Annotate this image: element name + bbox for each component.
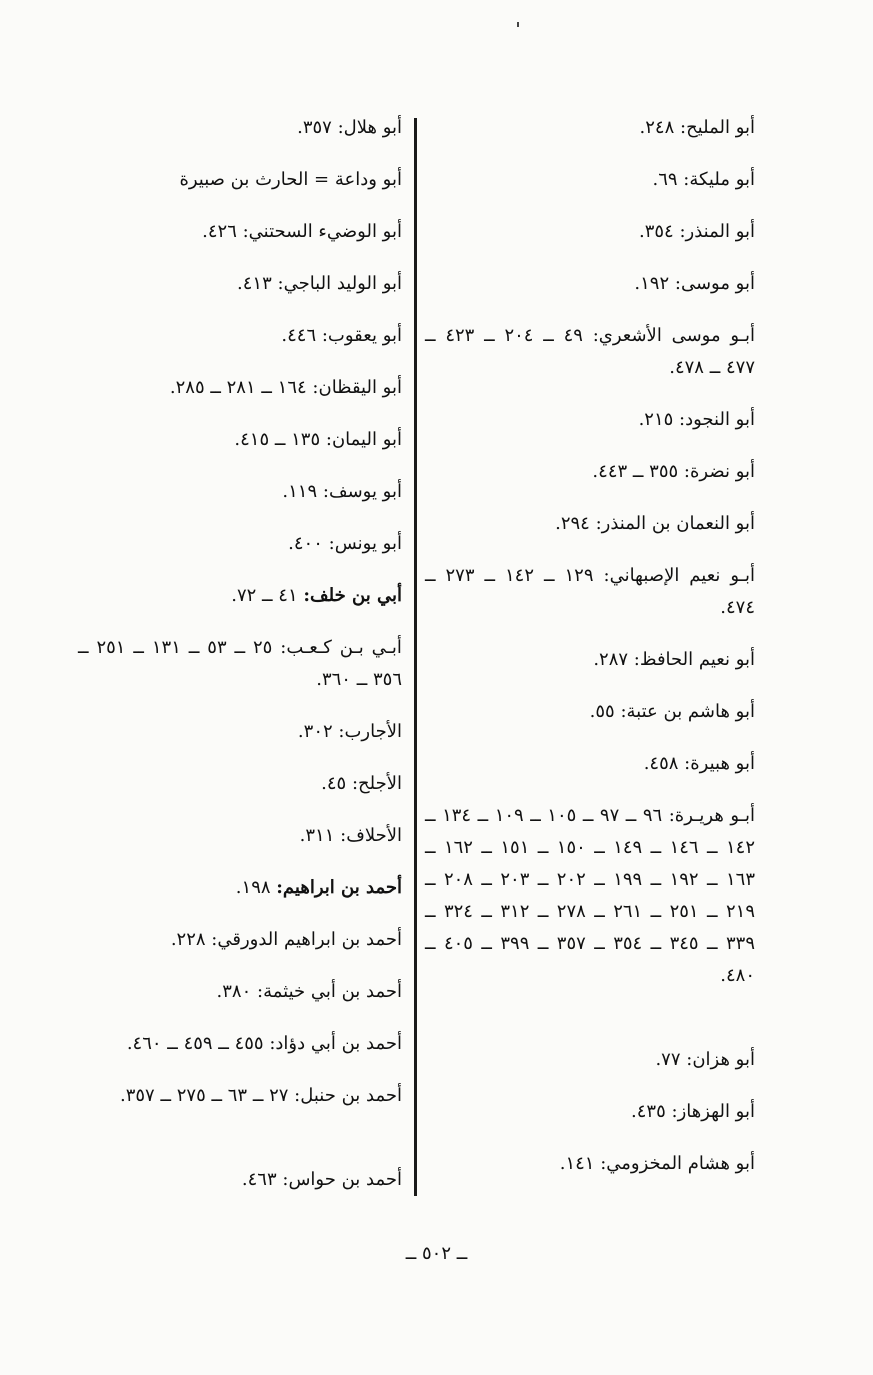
- entry-name: أبو الهزهاز:: [671, 1101, 755, 1122]
- index-entry: [78, 872, 402, 924]
- entry-name: أبـو موسى الأشعري:: [592, 325, 755, 346]
- index-entry: [425, 268, 755, 320]
- entry-pages: ٤٥.: [321, 773, 347, 794]
- entry-name: أبو اليقظان:: [312, 377, 402, 398]
- entry-name: أبـو نعيم الإصبهاني:: [603, 565, 755, 586]
- entry-name: أبو يوسف:: [322, 481, 402, 502]
- entry-pages: ٣١١.: [299, 825, 335, 846]
- entry-name: أحمد بن أبي دؤاد:: [269, 1033, 402, 1054]
- entry-pages: ٢٩٤.: [555, 513, 590, 534]
- index-entry: [78, 216, 402, 268]
- entry-pages: ٩٦ ــ ٩٧ ــ ١٠٥ ــ ١٠٩ ــ ١٣٤ ــ ١٤٢ ــ ١٤٦ ــ ١٤٩ ــ ١٥٠ ــ ١٥١ ــ ١٦٢ ــ ١٦٣ ــ ١٩٢ ــ ١٩٩ ــ ٢٠٢ ــ ٢٠٣ ــ ٢٠٨ ــ ٢١٩ ــ ٢٥١ ــ ٢٦١ ــ ٢٧٨ ــ ٣١٢ ــ ٣٢٤ ــ ٣٣٩ ــ ٣٤٥ ــ ٣٥٤ ــ ٣٥٧ ــ ٣٩٩ ــ ٤٠٥ ــ ٤٨٠.: [425, 805, 756, 986]
- index-entry: [425, 404, 755, 456]
- index-entry: [425, 1096, 755, 1148]
- entry-name: أحمد بن حواس:: [282, 1169, 402, 1190]
- entry-pages: ٣٥٥ ــ ٤٤٣.: [592, 461, 679, 482]
- entry-pages: ٤٢٦.: [202, 221, 237, 242]
- index-entry: [425, 644, 755, 696]
- entry-pages: ٤٩ ــ ٢٠٤ ــ ٤٢٣ ــ ٤٧٧ ــ ٤٧٨.: [425, 325, 755, 378]
- entry-pages: ١٤١.: [559, 1153, 595, 1174]
- index-entry: [425, 696, 755, 748]
- entry-pages: ٢٥ ــ ٥٣ ــ ١٣١ ــ ٢٥١ ــ ٣٥٦ ــ ٣٦٠.: [78, 637, 402, 690]
- entry-pages: ٤٥٥ ــ ٤٥٩ ــ ٤٦٠.: [126, 1033, 264, 1054]
- entry-pages: ٢٤٨.: [639, 117, 675, 138]
- index-entry: [78, 820, 402, 872]
- index-entry: [425, 456, 755, 508]
- entry-name: أبو مليكة:: [683, 169, 755, 190]
- index-entry: [78, 716, 402, 768]
- entry-pages: ٣٨٠.: [216, 981, 252, 1002]
- entry-pages: ٤٦٣.: [241, 1169, 277, 1190]
- index-entry: [425, 1044, 755, 1096]
- entry-name: أبو نعيم الحافظ:: [633, 649, 755, 670]
- entry-name: أبو الوليد الباجي:: [277, 273, 402, 294]
- index-entry: [425, 164, 755, 216]
- entry-name: أبو الوضيء السحتني:: [242, 221, 402, 242]
- entry-pages: ٣٥٤.: [638, 221, 674, 242]
- entry-pages: ٤١ ــ ٧٢.: [231, 585, 298, 606]
- entry-pages: ١٢٩ ــ ١٤٢ ــ ٢٧٣ ــ ٤٧٤.: [425, 565, 755, 618]
- entry-name: أحمد بن ابراهيم:: [276, 877, 402, 898]
- entry-name: أبو هلال:: [337, 117, 402, 138]
- entry-pages: ٤٤٦.: [281, 325, 317, 346]
- index-entry: [425, 216, 755, 268]
- entry-name: أبو النجود:: [679, 409, 755, 430]
- index-entry: [78, 632, 402, 716]
- index-entry: [425, 508, 755, 560]
- index-entry: [78, 924, 402, 976]
- entry-pages: ٢٨٧.: [593, 649, 629, 670]
- entry-pages: ٥٥.: [589, 701, 615, 722]
- entry-name: أبي بن خلف:: [303, 585, 402, 606]
- entry-name: أبو وداعة = الحارث بن صبيرة: [179, 169, 402, 190]
- entry-name: أبو المليح:: [680, 117, 755, 138]
- entry-name: أبـي بـن كـعـب:: [280, 637, 402, 658]
- page-number: ــ ٥٠٢ ــ: [405, 1243, 468, 1264]
- entry-pages: ١١٩.: [282, 481, 318, 502]
- index-entry: [78, 528, 402, 580]
- index-entry: [78, 1028, 402, 1080]
- entry-pages: ٧٧.: [655, 1049, 681, 1070]
- index-entry: [78, 580, 402, 632]
- index-entry: [78, 768, 402, 820]
- entry-name: أبو هشام المخزومي:: [600, 1153, 755, 1174]
- entry-name: أبو موسى:: [674, 273, 755, 294]
- index-entry: [78, 1080, 402, 1164]
- entry-name: أبو النعمان بن المنذر:: [595, 513, 755, 534]
- entry-name: الأجارب:: [338, 721, 402, 742]
- entry-pages: ١٩٢.: [634, 273, 670, 294]
- index-entry: [78, 320, 402, 372]
- index-entry: [78, 112, 402, 164]
- index-entry: [78, 164, 402, 216]
- entry-name: أبو يونس:: [328, 533, 402, 554]
- ink-speck: [517, 22, 519, 27]
- entry-name: أبو اليمان:: [325, 429, 402, 450]
- entry-pages: ٤٠٠.: [288, 533, 323, 554]
- entry-name: الأحلاف:: [340, 825, 402, 846]
- entry-name: أبـو هريـرة:: [668, 805, 755, 826]
- column-divider: [414, 118, 417, 1196]
- entry-name: أحمد بن حنبل:: [294, 1085, 402, 1106]
- entry-name: أبو هبيرة:: [684, 753, 755, 774]
- index-entry: [425, 112, 755, 164]
- entry-pages: ٦٩.: [652, 169, 678, 190]
- entry-name: أبو نضرة:: [683, 461, 755, 482]
- entry-pages: ٢٢٨.: [170, 929, 206, 950]
- entry-pages: ٣٥٧.: [297, 117, 332, 138]
- entry-pages: ٤٥٨.: [643, 753, 679, 774]
- index-entry: [78, 476, 402, 528]
- index-column-right: [425, 112, 755, 1200]
- entry-pages: ٢٧ ــ ٦٣ ــ ٢٧٥ ــ ٣٥٧.: [119, 1085, 289, 1106]
- index-entry: [78, 268, 402, 320]
- entry-name: أبو هاشم بن عتبة:: [620, 701, 755, 722]
- index-entry: [425, 320, 755, 404]
- entry-pages: ٤٣٥.: [631, 1101, 666, 1122]
- entry-name: الأجلح:: [351, 773, 402, 794]
- entry-pages: ١٩٨.: [235, 877, 271, 898]
- entry-name: أحمد بن أبي خيثمة:: [257, 981, 402, 1002]
- index-entry: [78, 976, 402, 1028]
- entry-pages: ١٦٤ ــ ٢٨١ ــ ٢٨٥.: [169, 377, 307, 398]
- index-entry: [425, 800, 755, 1044]
- entry-pages: ٢١٥.: [638, 409, 674, 430]
- entry-name: أبو هزان:: [686, 1049, 755, 1070]
- entry-pages: ١٣٥ ــ ٤١٥.: [234, 429, 321, 450]
- index-entry: [425, 1148, 755, 1200]
- index-entry: [78, 372, 402, 424]
- index-column-left: [78, 112, 402, 1216]
- index-entry: [425, 560, 755, 644]
- entry-name: أحمد بن ابراهيم الدورقي:: [211, 929, 402, 950]
- index-entry: [78, 1164, 402, 1216]
- entry-name: أبو المنذر:: [679, 221, 755, 242]
- entry-name: أبو يعقوب:: [321, 325, 402, 346]
- index-entry: [425, 748, 755, 800]
- entry-pages: ٤١٣.: [237, 273, 272, 294]
- entry-pages: ٣٠٢.: [297, 721, 333, 742]
- index-entry: [78, 424, 402, 476]
